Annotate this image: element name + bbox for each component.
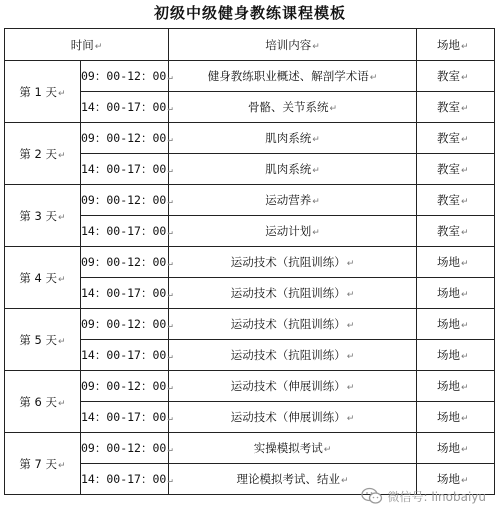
day-label-text: 第 7 天 bbox=[19, 456, 58, 471]
paragraph-mark-icon: ↵ bbox=[461, 135, 469, 145]
paragraph-mark-icon: ↵ bbox=[461, 321, 469, 331]
course-schedule-table bbox=[4, 28, 495, 495]
time-slot-text: 09：00-12：00 bbox=[81, 379, 167, 393]
training-content-text: 运动技术（伸展训练） bbox=[230, 410, 346, 424]
paragraph-mark-icon: ↵ bbox=[312, 166, 320, 176]
venue bbox=[417, 154, 495, 185]
time-slot-text: 14：00-17：00 bbox=[81, 224, 167, 238]
time-slot-text: 09：00-12：00 bbox=[81, 441, 167, 455]
paragraph-mark-icon: ↵ bbox=[312, 135, 320, 145]
paragraph-mark-icon: ↵ bbox=[461, 383, 469, 393]
day-label bbox=[5, 309, 81, 371]
venue-text: 教室 bbox=[437, 69, 461, 83]
training-content bbox=[169, 433, 417, 464]
training-content-text: 骨骼、关节系统 bbox=[247, 100, 329, 114]
paragraph-mark-icon: ↵ bbox=[58, 274, 66, 285]
venue-text: 教室 bbox=[437, 100, 461, 114]
paragraph-mark-icon: ↵ bbox=[167, 73, 173, 83]
header-time-label: 时间 bbox=[70, 37, 94, 52]
title-text: 初级中级健身教练课程模板 bbox=[153, 4, 346, 22]
header-place bbox=[417, 29, 495, 61]
time-slot-text: 14：00-17：00 bbox=[81, 348, 167, 362]
wechat-icon bbox=[361, 487, 383, 505]
venue bbox=[417, 433, 495, 464]
time-slot bbox=[81, 247, 173, 278]
venue bbox=[417, 216, 495, 247]
paragraph-mark-icon: ↵ bbox=[58, 88, 66, 99]
time-slot-text: 14：00-17：00 bbox=[81, 162, 167, 176]
time-slot bbox=[81, 185, 173, 216]
time-slot bbox=[81, 340, 173, 371]
training-content bbox=[169, 92, 417, 123]
day-label bbox=[5, 433, 81, 495]
paragraph-mark-icon: ↵ bbox=[167, 228, 173, 238]
day-label-text: 第 2 天 bbox=[19, 146, 58, 161]
paragraph-mark-icon: ↵ bbox=[167, 104, 173, 114]
paragraph-mark-icon: ↵ bbox=[167, 414, 173, 424]
paragraph-mark-icon: ↵ bbox=[461, 73, 469, 83]
training-content bbox=[169, 340, 417, 371]
training-content bbox=[169, 278, 417, 309]
paragraph-mark-icon: ↵ bbox=[461, 414, 469, 424]
day-label-text: 第 3 天 bbox=[19, 208, 58, 223]
training-content bbox=[169, 402, 417, 433]
paragraph-mark-icon: ↵ bbox=[461, 290, 469, 300]
time-slot-text: 09：00-12：00 bbox=[81, 255, 167, 269]
time-slot bbox=[81, 433, 173, 464]
time-slot bbox=[81, 464, 173, 495]
training-content-text: 运动计划 bbox=[265, 224, 312, 238]
paragraph-mark-icon: ↵ bbox=[461, 41, 469, 52]
time-slot bbox=[81, 216, 173, 247]
time-slot bbox=[81, 61, 173, 92]
paragraph-mark-icon: ↵ bbox=[329, 104, 338, 114]
paragraph-mark-icon: ↵ bbox=[167, 290, 173, 300]
header-content-label: 培训内容 bbox=[265, 37, 312, 52]
time-slot bbox=[81, 123, 173, 154]
time-slot bbox=[81, 402, 173, 433]
paragraph-mark-icon: ↵ bbox=[346, 352, 355, 362]
venue bbox=[417, 340, 495, 371]
day-label-text: 第 1 天 bbox=[19, 84, 58, 99]
time-slot-text: 14：00-17：00 bbox=[81, 286, 167, 300]
venue-text: 场地 bbox=[437, 255, 461, 269]
day-label-text: 第 4 天 bbox=[19, 270, 58, 285]
schedule-row bbox=[5, 371, 495, 402]
venue-text: 场地 bbox=[437, 410, 461, 424]
training-content bbox=[169, 216, 417, 247]
training-content-text: 理论模拟考试、结业 bbox=[236, 472, 340, 486]
venue-text: 场地 bbox=[437, 379, 461, 393]
venue bbox=[417, 61, 495, 92]
time-slot-text: 09：00-12：00 bbox=[81, 131, 167, 145]
paragraph-mark-icon: ↵ bbox=[167, 259, 173, 269]
venue-text: 教室 bbox=[437, 193, 461, 207]
time-slot bbox=[81, 371, 173, 402]
schedule-row bbox=[5, 123, 495, 154]
day-label bbox=[5, 123, 81, 185]
day-label bbox=[5, 247, 81, 309]
day-label-text: 第 5 天 bbox=[19, 332, 58, 347]
paragraph-mark-icon: ↵ bbox=[167, 135, 173, 145]
paragraph-mark-icon: ↵ bbox=[94, 41, 103, 52]
training-content bbox=[169, 371, 417, 402]
training-content bbox=[169, 61, 417, 92]
header-row bbox=[5, 29, 495, 61]
paragraph-mark-icon: ↵ bbox=[461, 228, 469, 238]
training-content bbox=[169, 123, 417, 154]
training-content-text: 健身教练职业概述、解剖学术语 bbox=[207, 69, 369, 83]
venue-text: 教室 bbox=[437, 131, 461, 145]
paragraph-mark-icon: ↵ bbox=[312, 41, 320, 52]
paragraph-mark-icon: ↵ bbox=[167, 352, 173, 362]
paragraph-mark-icon: ↵ bbox=[346, 290, 355, 300]
paragraph-mark-icon: ↵ bbox=[346, 259, 355, 269]
document-title bbox=[0, 0, 500, 26]
paragraph-mark-icon: ↵ bbox=[340, 476, 349, 486]
training-content bbox=[169, 185, 417, 216]
time-slot-text: 14：00-17：00 bbox=[81, 472, 167, 486]
time-slot-text: 09：00-12：00 bbox=[81, 69, 167, 83]
training-content bbox=[169, 247, 417, 278]
paragraph-mark-icon: ↵ bbox=[346, 414, 355, 424]
schedule-row bbox=[5, 309, 495, 340]
paragraph-mark-icon: ↵ bbox=[461, 259, 469, 269]
time-slot bbox=[81, 92, 173, 123]
paragraph-mark-icon: ↵ bbox=[461, 166, 469, 176]
venue bbox=[417, 309, 495, 340]
schedule-row bbox=[5, 247, 495, 278]
time-slot-text: 09：00-12：00 bbox=[81, 193, 167, 207]
paragraph-mark-icon: ↵ bbox=[58, 150, 66, 161]
paragraph-mark-icon: ↵ bbox=[167, 197, 173, 207]
paragraph-mark-icon: ↵ bbox=[167, 166, 173, 176]
venue-text: 场地 bbox=[437, 441, 461, 455]
paragraph-mark-icon: ↵ bbox=[58, 398, 66, 409]
training-content-text: 肌肉系统 bbox=[265, 162, 312, 176]
venue-text: 场地 bbox=[437, 348, 461, 362]
day-label bbox=[5, 185, 81, 247]
venue bbox=[417, 185, 495, 216]
paragraph-mark-icon: ↵ bbox=[167, 383, 173, 393]
watermark-text: 微信号: linobaiyu bbox=[387, 489, 486, 504]
venue bbox=[417, 123, 495, 154]
training-content-text: 运动技术（抗阻训练） bbox=[230, 255, 346, 269]
header-time bbox=[5, 29, 169, 61]
venue bbox=[417, 92, 495, 123]
header-content bbox=[169, 29, 417, 61]
training-content-text: 运动技术（抗阻训练） bbox=[230, 348, 346, 362]
time-slot bbox=[81, 278, 173, 309]
training-content-text: 运动营养 bbox=[265, 193, 312, 207]
day-label bbox=[5, 61, 81, 123]
paragraph-mark-icon: ↵ bbox=[312, 197, 320, 207]
venue bbox=[417, 402, 495, 433]
time-slot bbox=[81, 154, 173, 185]
paragraph-mark-icon: ↵ bbox=[167, 321, 173, 331]
day-label bbox=[5, 371, 81, 433]
training-content-text: 运动技术（伸展训练） bbox=[230, 379, 346, 393]
venue-text: 教室 bbox=[437, 162, 461, 176]
venue bbox=[417, 278, 495, 309]
schedule-row bbox=[5, 433, 495, 464]
paragraph-mark-icon: ↵ bbox=[369, 73, 378, 83]
training-content-text: 运动技术（抗阻训练） bbox=[230, 317, 346, 331]
venue-text: 场地 bbox=[437, 472, 461, 486]
time-slot bbox=[81, 309, 173, 340]
training-content-text: 运动技术（抗阻训练） bbox=[230, 286, 346, 300]
paragraph-mark-icon: ↵ bbox=[346, 383, 355, 393]
schedule-row bbox=[5, 61, 495, 92]
paragraph-mark-icon: ↵ bbox=[312, 228, 320, 238]
paragraph-mark-icon: ↵ bbox=[461, 476, 469, 486]
paragraph-mark-icon: ↵ bbox=[58, 336, 66, 347]
paragraph-mark-icon: ↵ bbox=[461, 104, 469, 114]
paragraph-mark-icon: ↵ bbox=[461, 445, 469, 455]
paragraph-mark-icon: ↵ bbox=[58, 460, 66, 471]
venue-text: 教室 bbox=[437, 224, 461, 238]
training-content-text: 肌肉系统 bbox=[265, 131, 312, 145]
training-content-text: 实操模拟考试 bbox=[253, 441, 323, 455]
training-content bbox=[169, 154, 417, 185]
training-content bbox=[169, 309, 417, 340]
time-slot-text: 09：00-12：00 bbox=[81, 317, 167, 331]
paragraph-mark-icon: ↵ bbox=[461, 352, 469, 362]
venue bbox=[417, 247, 495, 278]
header-place-label: 场地 bbox=[437, 37, 461, 52]
day-label-text: 第 6 天 bbox=[19, 394, 58, 409]
venue bbox=[417, 371, 495, 402]
paragraph-mark-icon: ↵ bbox=[167, 476, 173, 486]
time-slot-text: 14：00-17：00 bbox=[81, 410, 167, 424]
time-slot-text: 14：00-17：00 bbox=[81, 100, 167, 114]
paragraph-mark-icon: ↵ bbox=[461, 197, 469, 207]
venue-text: 场地 bbox=[437, 286, 461, 300]
wechat-watermark bbox=[361, 485, 487, 507]
venue-text: 场地 bbox=[437, 317, 461, 331]
schedule-row bbox=[5, 185, 495, 216]
paragraph-mark-icon: ↵ bbox=[323, 445, 332, 455]
paragraph-mark-icon: ↵ bbox=[167, 445, 173, 455]
paragraph-mark-icon: ↵ bbox=[58, 212, 66, 223]
paragraph-mark-icon: ↵ bbox=[346, 321, 355, 331]
